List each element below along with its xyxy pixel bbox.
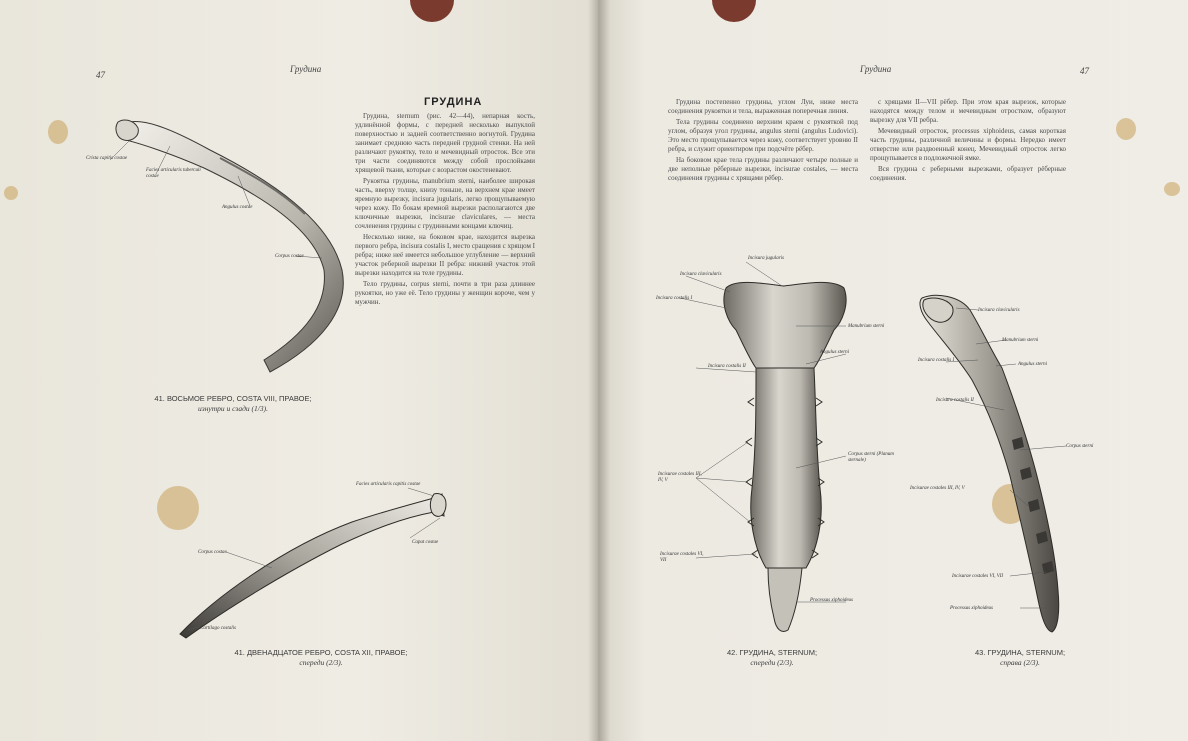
figure-caption-44 bbox=[906, 648, 1134, 668]
label-angulus-costae: Angulus costae bbox=[222, 205, 253, 210]
figure-eighth-rib bbox=[100, 110, 360, 390]
caption-title: ГРУДИНА, STERNUM; bbox=[739, 648, 818, 657]
paragraph: Грудина постепенно грудины, углом Луи, ниже места соединения рукоятки и тела, выраженная поперечная линия. bbox=[668, 98, 858, 115]
paragraph: Рукоятка грудины, manubrium sterni, наиболее широкая часть, вверху толще, книзу тоньше, на верхнем крае имеет яремную вырезку, incisura jugularis, легко прощупываемую через кожу. По бокам яремной вырезки располагаются две ключичные вырезки, incisurae claviculares, — места сочленения грудины с грудинными концами ключиц. bbox=[355, 177, 535, 230]
paragraph: Несколько ниже, на боковом крае, находится вырезка первого ребра, incisura costalis I, место сращения с хрящом I ребра; ниже неё имеется небольшое углубление — верхний участок реберной вырезки II ребра: нижний участок этой вырезки находится на теле грудины. bbox=[355, 233, 535, 277]
label-incisurae-costales-6-7: Incisurae costales VI, VII bbox=[660, 552, 704, 563]
label-incisura-costalis-2-lateral: Incisura costalis II bbox=[936, 398, 974, 403]
label-incisurae-costales-3-5: Incisurae costales III, IV, V bbox=[658, 472, 702, 483]
paragraph: На боковом крае тела грудины различают четыре полные и две неполные рёберные вырезки, incisurae costales, — места соединения грудины с хрящами рёбер. bbox=[668, 156, 858, 182]
caption-title: ГРУДИНА, STERNUM; bbox=[987, 648, 1066, 657]
label-corpus-sterni: Corpus sterni (Planum sternale) bbox=[848, 452, 894, 463]
running-head: Грудина bbox=[860, 64, 892, 74]
label-manubrium-sterni: Manubrium sterni bbox=[848, 324, 885, 329]
paragraph: Тело грудины, corpus sterni, почти в три раза длиннее рукоятки, но уже её. Тело грудины у женщин короче, чем у мужчин. bbox=[355, 280, 535, 306]
caption-subtitle: справа (2/3). bbox=[1000, 658, 1040, 667]
running-head: Грудина bbox=[290, 64, 322, 74]
figure-caption-42 bbox=[186, 648, 456, 668]
figure-sternum-front bbox=[716, 268, 856, 640]
figure-twelfth-rib bbox=[172, 488, 452, 640]
caption-subtitle: изнутри и сзади (1/3). bbox=[198, 404, 268, 413]
label-facies-capitis: Facies articularis capitis costae bbox=[356, 482, 421, 487]
paragraph: с хрящами II—VII рёбер. При этом края вырезок, которые находятся между телом и мечевидным отростком, образуют вырезку для VII ребра. bbox=[870, 98, 1066, 124]
label-incisurae-costales-3-5-lateral: Incisurae costales III, IV, V bbox=[910, 486, 965, 491]
figure-sternum-lateral bbox=[916, 290, 1086, 640]
caption-subtitle: спереди (2/3). bbox=[299, 658, 343, 667]
stain bbox=[1164, 182, 1180, 196]
label-incisura-costalis-1: Incisura costalis I bbox=[656, 296, 693, 301]
label-facies-tuberculi: Facies articularis tuberculi costae bbox=[146, 168, 201, 179]
right-page bbox=[598, 0, 1188, 741]
page-number: 47 bbox=[1080, 66, 1089, 76]
caption-subtitle: спереди (2/3). bbox=[750, 658, 794, 667]
paragraph: Мечевидный отросток, processus xiphoideus, самая короткая часть грудины, различной величины и формы. Нередко имеет отверстие или раздвоенный конец. Мечевидный отросток легко прощупывается в подложечной ямке. bbox=[870, 127, 1066, 162]
body-text-column-1 bbox=[668, 98, 858, 246]
figure-caption-41 bbox=[118, 394, 348, 414]
caption-number: 41. bbox=[154, 394, 165, 403]
label-corpus-costae: Corpus costae bbox=[275, 254, 304, 259]
caption-title: ДВЕНАДЦАТОЕ РЕБРО, COSTA XII, ПРАВОЕ; bbox=[246, 648, 408, 657]
label-incisurae-costales-6-7-lateral: Incisurae costales VI, VII bbox=[952, 574, 1004, 579]
paragraph: Грудина, sternum (рис. 42—44), непарная кость, удлинённой формы, с передней несколько выпуклой поверхностью и задней соответственно вогнутой. Грудина занимает среднюю часть передней грудной стенки. На ней различают рукоятку, тело и мечевидный отросток. Все эти три части соединяются между собой прослойками хрящевой ткани, которые с возрастом окостеневают. bbox=[355, 112, 535, 174]
label-incisura-costalis-2: Incisura costalis II bbox=[708, 364, 746, 369]
section-heading: ГРУДИНА bbox=[424, 96, 483, 108]
caption-title: ВОСЬМОЕ РЕБРО, COSTA VIII, ПРАВОЕ; bbox=[166, 394, 312, 403]
stain bbox=[1116, 118, 1136, 140]
label-corpus-sterni-lateral: Corpus sterni bbox=[1066, 444, 1094, 449]
label-manubrium-sterni-lateral: Manubrium sterni bbox=[1002, 338, 1039, 343]
caption-number: 43. bbox=[974, 648, 986, 657]
stain bbox=[4, 186, 18, 200]
label-processus-xiphoideus-lateral: Processus xiphoideus bbox=[950, 606, 994, 611]
paragraph: Тела грудины соединено верхним краем с рукояткой под углом, образуя угол грудины, angulus sterni (angulus Ludovici). Это место прощупывается через кожу, соответствует уровню II ребра, и служит ориентиром при подсчёте рёбер. bbox=[668, 118, 858, 153]
figure-caption-43 bbox=[662, 648, 882, 668]
label-angulus-sterni: Angulus sterni bbox=[820, 350, 850, 355]
paragraph: Вся грудина с реберными вырезками, образует рёберные соединения. bbox=[870, 165, 1066, 182]
body-text-column-2 bbox=[870, 98, 1066, 288]
label-incisura-clavicularis: Incisura clavicularis bbox=[680, 272, 722, 277]
label-crista-capitis: Crista capitis costae bbox=[86, 156, 128, 161]
label-processus-xiphoideus: Processus xiphoideus bbox=[810, 598, 854, 603]
label-caput-costae: Caput costae bbox=[412, 540, 439, 545]
label-corpus-costae-12: Corpus costae bbox=[198, 550, 227, 555]
stain bbox=[48, 120, 68, 144]
label-cartilago-costalis: Cartilago costalis bbox=[200, 626, 236, 631]
label-incisura-clavicularis-lateral: Incisura clavicularis bbox=[978, 308, 1020, 313]
label-incisura-costalis-1-lateral: Incisura costalis I bbox=[918, 358, 955, 363]
caption-number: 42. bbox=[726, 648, 738, 657]
page-number: 47 bbox=[96, 70, 105, 80]
caption-number: 41. bbox=[234, 648, 245, 657]
label-angulus-sterni-lateral: Angulus sterni bbox=[1018, 362, 1048, 367]
body-text-column bbox=[355, 112, 535, 412]
label-incisura-jugularis: Incisura jugularis bbox=[748, 256, 784, 261]
book-gutter bbox=[588, 0, 610, 741]
